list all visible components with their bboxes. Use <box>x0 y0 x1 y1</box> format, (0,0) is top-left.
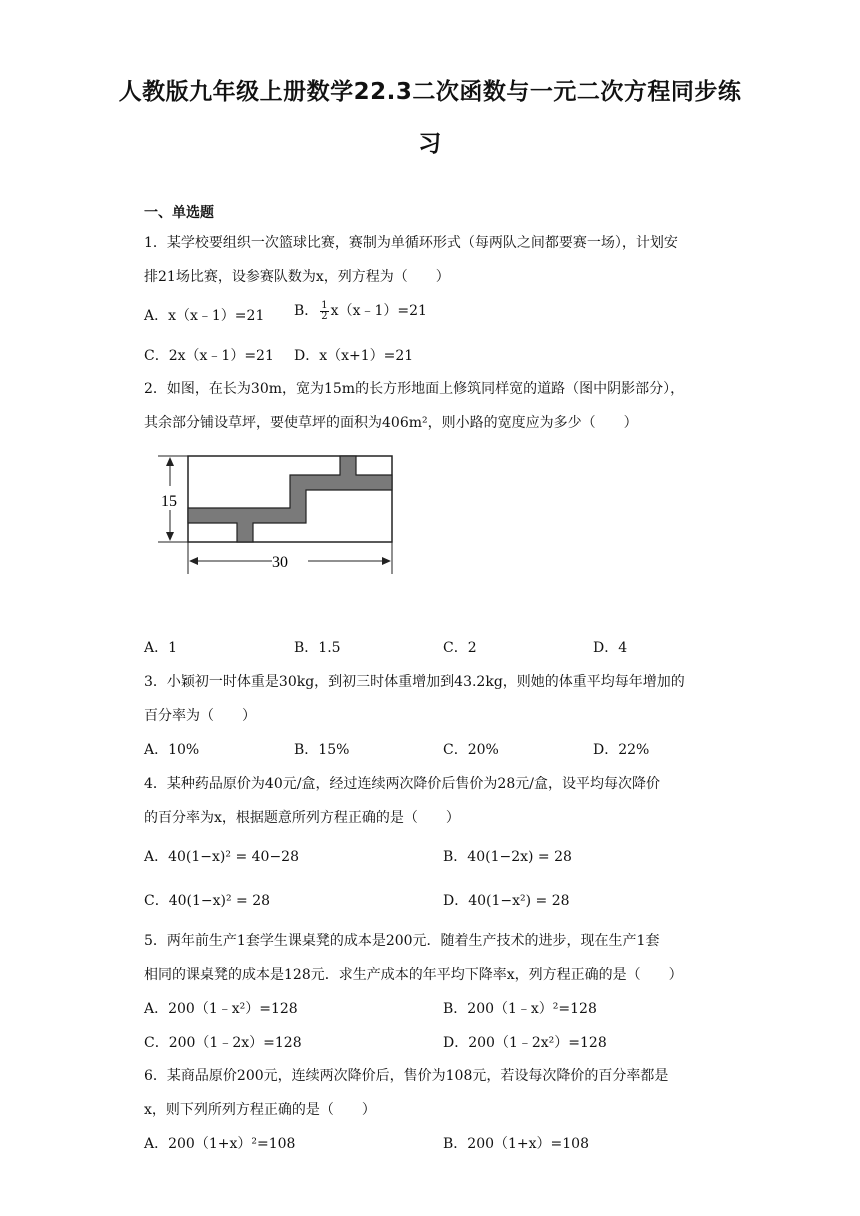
q1-option-d: D．x（x+1）=21 <box>294 348 414 364</box>
q4-option-a: A．40(1−x)² = 40−28 <box>144 849 299 865</box>
q4-option-c: C．40(1−x)² = 28 <box>144 893 271 909</box>
q3-stem-line-2: 百分率为（ ） <box>144 708 256 724</box>
q5-option-a: A．200（1﹣x²）=128 <box>144 1001 298 1017</box>
q5-option-b: B．200（1﹣x）²=128 <box>443 1001 597 1017</box>
q6-option-a: A．200（1+x）²=108 <box>144 1136 296 1152</box>
q3-option-c: C．20% <box>443 742 499 758</box>
q3-stem-line-1: 3．小颖初一时体重是30kg，到初三时体重增加到43.2kg，则她的体重平均每年增加的 <box>144 674 685 690</box>
q4-option-d: D．40(1−x²) = 28 <box>443 893 570 909</box>
q5-stem-line-1: 5．两年前生产1套学生课桌凳的成本是200元．随着生产技术的进步，现在生产1套 <box>144 933 660 949</box>
q1-option-a: A．x（x﹣1）=21 <box>144 308 265 324</box>
q2-option-b: B．1.5 <box>294 640 341 656</box>
height-arrowhead-up <box>166 457 174 466</box>
q2-stem-line-1: 2．如图，在长为30m，宽为15m的长方形地面上修筑同样宽的道路（图中阴影部分）， <box>144 381 685 397</box>
q5-stem-line-2: 相同的课桌凳的成本是128元．求生产成本的年平均下降率x，列方程正确的是（ ） <box>144 967 683 983</box>
section-heading: 一、单选题 <box>144 205 214 221</box>
q1-option-b-rest: x（x﹣1）=21 <box>330 303 427 319</box>
title-line-1: 人教版九年级上册数学22.3二次函数与一元二次方程同步练 <box>118 79 742 105</box>
q1-option-b <box>294 300 427 322</box>
width-label: 30 <box>272 554 288 571</box>
q1-option-b-fraction <box>320 301 328 322</box>
q3-option-a: A．10% <box>144 742 200 758</box>
title-line-2: 习 <box>418 131 442 157</box>
q1-option-b-label: B． <box>294 303 319 319</box>
q1-option-c: C．2x（x﹣1）=21 <box>144 348 274 364</box>
q5-option-c: C．200（1﹣2x）=128 <box>144 1035 302 1051</box>
height-arrowhead-down <box>166 532 174 541</box>
q6-stem-line-1: 6．某商品原价200元，连续两次降价后，售价为108元，若设每次降价的百分率都是 <box>144 1068 669 1084</box>
q6-stem-line-2: x，则下列所列方程正确的是（ ） <box>144 1102 376 1118</box>
q1-stem-line-1: 1．某学校要组织一次篮球比赛，赛制为单循环形式（每两队之间都要赛一场），计划安 <box>144 235 678 251</box>
q4-stem-line-2: 的百分率为x，根据题意所列方程正确的是（ ） <box>144 810 460 826</box>
fraction-denominator: 2 <box>321 310 328 322</box>
q2-option-a: A．1 <box>144 640 178 656</box>
q1-stem-line-2: 排21场比赛，设参赛队数为x，列方程为（ ） <box>144 269 450 285</box>
q4-option-b: B．40(1−2x) = 28 <box>443 849 572 865</box>
q2-option-d: D．4 <box>593 640 628 656</box>
width-arrowhead-left <box>189 557 198 565</box>
q3-option-d: D．22% <box>593 742 650 758</box>
q2-road-figure <box>150 448 410 578</box>
q6-option-b: B．200（1+x）=108 <box>443 1136 589 1152</box>
q2-option-c: C．2 <box>443 640 477 656</box>
q5-option-d: D．200（1﹣2x²）=128 <box>443 1035 607 1051</box>
width-arrowhead-right <box>382 557 391 565</box>
q4-stem-line-1: 4．某种药品原价为40元/盒，经过连续两次降价后售价为28元/盒，设平均每次降价 <box>144 776 660 792</box>
document-title <box>100 66 760 170</box>
q3-option-b: B．15% <box>294 742 350 758</box>
fraction-numerator: 1 <box>321 299 328 311</box>
q2-stem-line-2: 其余部分铺设草坪，要使草坪的面积为406m²，则小路的宽度应为多少（ ） <box>144 415 638 431</box>
height-label: 15 <box>161 493 177 510</box>
